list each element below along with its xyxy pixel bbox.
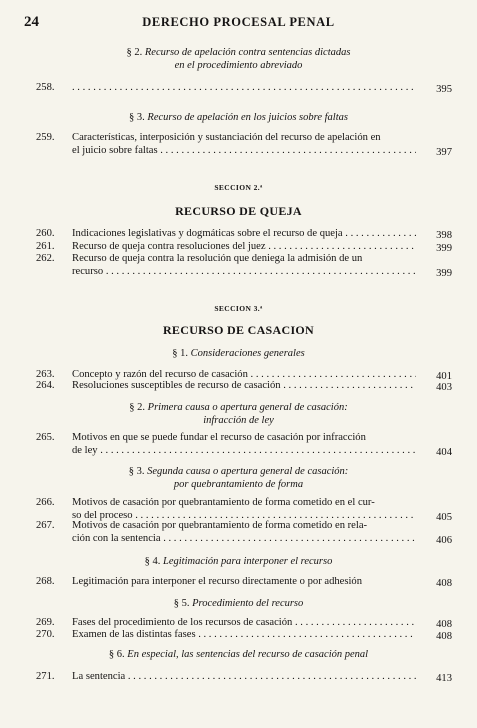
- section-title: RECURSO DE QUEJA: [175, 204, 302, 218]
- section-label: SECCION 2.ª: [214, 183, 263, 192]
- subsection-heading: § 4. Legitimación para interponer el recurso: [144, 556, 333, 567]
- running-title: DERECHO PROCESAL PENAL: [142, 15, 335, 29]
- subsection-heading: § 3. Recurso de apelación en los juicios sobre faltas: [129, 112, 348, 123]
- subsection-heading: § 3. Segunda causa o apertura general de casación: por quebrantamiento de forma: [128, 466, 349, 490]
- page-header: [24, 14, 453, 32]
- subsection-heading: § 5. Procedimiento del recurso: [173, 598, 304, 609]
- subsection-heading: § 1. Consideraciones generales: [172, 348, 305, 359]
- section-label: SECCION 3.ª: [214, 304, 263, 313]
- subsection-heading: § 6. En especial, las sentencias del recurso de casación penal: [108, 649, 369, 660]
- page-number: 24: [24, 14, 39, 30]
- book-page: 24 DERECHO PROCESAL PENAL § 2. Recurso de apelación contra sentencias dictadas en el procedimiento abreviado 258. . . . 395 § 3. Recurso de apelación en los juicios sobre faltas 259. Características, interposición y sustanciación del recurso de apelación en el juicio sobre faltas . . . 397 SECCION 2.ª RECURSO DE QUEJA 260. Indicaciones legislativas y dogmáticas sobre el recurso de queja . . . 398 261. Recurso de queja contra resoluciones del juez . . . 399 262. Recurso de queja contra la resolución que deniega la admisión de un recurso . . . 399 SECCION 3.ª RECURSO DE CASACION § 1. Consideraciones generales 263. Concepto y razón del recurso de casación . . . 401 264. Resoluciones susceptibles de recurso de casación . . . 403 § 2. Primera causa o apertura general de casación: infracción de ley 265. Motivos en que se puede fundar el recurso de casación por infracción de ley . . . 404 § 3. Segunda causa o apertura general de casación: por quebrantamiento de forma 266. Motivos de casación por quebrantamiento de forma cometido en el cur- so del proceso . . . 405 267. Motivos de casación por quebrantamiento de forma cometido en rela- ción con la sentencia . . . 406 § 4. Legitimación para interponer el recurso 268. Legitimación para interponer el recurso directamente o por adhesión 408 § 5. Procedimiento del recurso 269. Fases del procedimiento de los recursos de casación . . . 408 270. Examen de las distintas fases . . . 408 § 6. En especial, las sentencias del recurso de casación penal 271. La sentencia . . . 413: [0, 0, 477, 728]
- section-title: RECURSO DE CASACION: [162, 323, 315, 337]
- subsection-heading: § 2. Recurso de apelación contra sentencias dictadas en el procedimiento abreviado: [126, 47, 351, 71]
- subsection-heading: § 2. Primera causa o apertura general de casación: infracción de ley: [129, 402, 348, 426]
